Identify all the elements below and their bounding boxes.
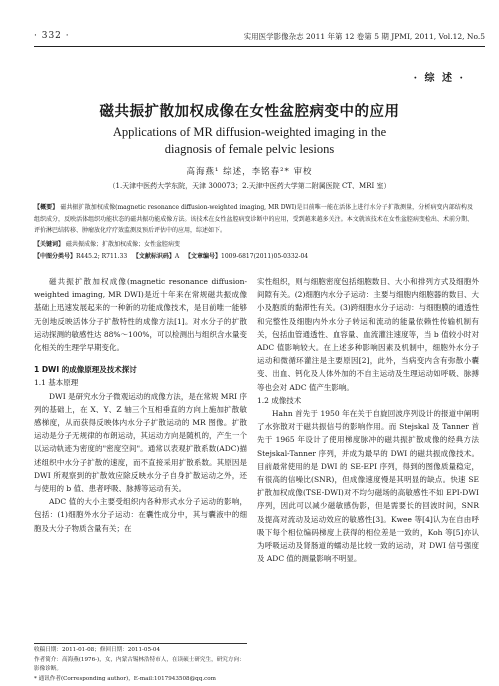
heading-section-1-1: 1.1 基本原理 [34,378,79,388]
classification-line [34,251,473,260]
intro-paragraph: 磁共振扩散加权成像(magnetic resonance diffusion-weighted imaging, MR DWI)是近十年来在常规磁共振成像基础上迅速发展起来的一种新的功能成像技术，是目前唯一能够无创地反映活体分子扩散特性的成像方法[1]。对水分子的扩散运动探测的敏感性达 88%～100%，可以检测出与组织含水量变化相关的生理学早期变化。 [34,277,247,353]
keywords-label: 【关键词】 [34,241,65,248]
article-id-label: 【文章编号】 [184,253,221,260]
received-date: 收稿日期：2011-01-08；修回日期：2011-05-04 [34,647,161,653]
title-english-line2: diagnosis of female pelvic lesions [164,142,335,156]
keywords [34,239,473,251]
right-column [257,275,479,565]
affiliation: （1.天津中医药大学东院，天津 300073；2.天津中医药大学第二附属医院 CT、MRI 室） [108,182,391,190]
clc-label: 【中图分类号】 [34,253,77,260]
abstract-text: 磁共振扩散加权成像(magnetic resonance diffusion-weighted imaging, MR DWI)是目前唯一能在活体上进行水分子扩散测量，分析病变内部结构及组织成分，反映活体组织功能状态的磁共振功能成像方法。该技术在女性盆腔病变诊断中的应用，受到越来越多关注。本文就该技术在女性盆腔病变检出、术前分期、评价淋巴结转移、肿瘤放化疗疗效监测及预后评估中的应用，综述如下。 [34,204,473,234]
doc-code-label: 【文献标识码】 [132,253,175,260]
title-english-line1: Applications of MR diffusion-weighted imaging in the [112,125,387,139]
journal-header: 实用医学影像杂志 2011 年第 12 卷第 5 期 JPMI, 2011, Vol.12, No.5 [243,32,485,41]
technique-paragraph: Hahn 首先于 1950 年在关于自旋回波序列设计的报道中阐明了水弥散对于磁共振信号的影响作用。而 Stejskal 及 Tanner 首先于 1965 年设计了使用梯度脉冲的磁共振扩散成像的经典方法 Stejskal-Tanner 序列，并成为最早的 DWI 的磁共振成像技术。目前最常使用的是 DWI 的 SE-EPI 序列，得到的图像质量稳定，有很高的信噪比(SNR)，但成像速度慢是其明显的缺点。快速 SE 扩散加权成像(TSE-DWI)对不均匀磁场的高敏感性不如 EPI-DWI 序列，因此可以减少磁敏感伪影，但是需要长的回波时间，SNR 及提高对流动及运动效应的敏感性[3]。Kwee 等[4]认为在自由呼吸下每个相位编码梯度上获得的相位差是一致的，Koh 等[5]亦认为呼吸运动及肾肠道的蠕动是比较一致的运动，对 DWI 信号强度及 ADC 值的测量影响不明显。 [257,409,479,564]
authors: 高海燕¹ 综述，李铭春²* 审校 [186,167,313,177]
principle-paragraph: DWI 是研究水分子微观运动的成像方法，是在常规 MRI 序列的基础上，在 X、Y、Z 轴三个互相垂直的方向上施加扩散敏感梯度，从而获得反映体内水分子扩散运动的 MR 图像。扩散运动是分子无规律的布朗运动，其运动方向是随机的，产生一个以运动轨迹为密度的"密度空间"。通常以表观扩散系数(ADC)描述组织中水分子扩散的速度，而不直接采用扩散系数。其原因是 DWI 所观察到的扩散效应除反映水分子自身扩散运动之外，还与使用的 b 值、患者呼吸、脉搏等运动有关。 [34,391,247,494]
abstract-label: 【概要】 [34,204,59,211]
footnote-rule [34,643,247,644]
abstract [34,202,473,237]
heading-section-1: 1 DWI 的成像原理及技术探讨 [34,365,137,375]
footnotes [34,646,247,684]
title-chinese: 磁共振扩散加权成像在女性盆腔病变中的应用 [99,104,400,120]
section-label: · 综 述 · [413,73,465,84]
author-bio: 作者简介：高海燕(1976-)，女，内蒙古锡林浩特市人，在读硕士研究生，研究方向：影像诊断。 [34,656,245,673]
clc-value: R445.2; R711.33 [76,253,128,260]
header-rule [34,46,485,47]
continued-paragraph: 实性组织，则与细胞密度包括细胞数目、大小和排列方式及细胞外间隙有关。(2)细胞内水分子运动：主要与细胞内细胞器的数目、大小及胞质的黏滞性有关。(3)跨细胞水分子运动：与细胞膜的通透性和完整性及细胞内外水分子转运和流动的能量依赖性传输机制有关，包括血管通透性、血容量、血流灌注速度等，当 b 值较小时对 ADC 值影响较大。在上述多种影响因素及机制中，细胞外水分子运动和微循环灌注是主要原因[2]，此外，当病变内含有弥散小囊变、出血、钙化及人体外加的不自主运动及生理运动如呼吸、脉搏等也会对 ADC 值产生影响。 [257,277,479,392]
keywords-text: 磁共振成像；扩散加权成像；女性盆腔病变 [65,241,180,248]
left-column [34,275,247,535]
page-number: · 332 · [34,31,70,41]
doc-code-value: A [174,253,180,260]
adc-paragraph: ADC 值的大小主要受组织内各种形式水分子运动的影响，包括：(1)细胞外水分子运动：在囊性成分中，其与囊液中的细胞及大分子物质含量有关；在 [34,497,247,533]
article-id-value: 1009-6817(2011)05-0332-04 [221,253,309,260]
correspondence: * 通讯作者(Corresponding author)，E-mail:1017943508@qq.com [34,675,216,682]
heading-section-1-2: 1.2 成像技术 [257,395,302,405]
